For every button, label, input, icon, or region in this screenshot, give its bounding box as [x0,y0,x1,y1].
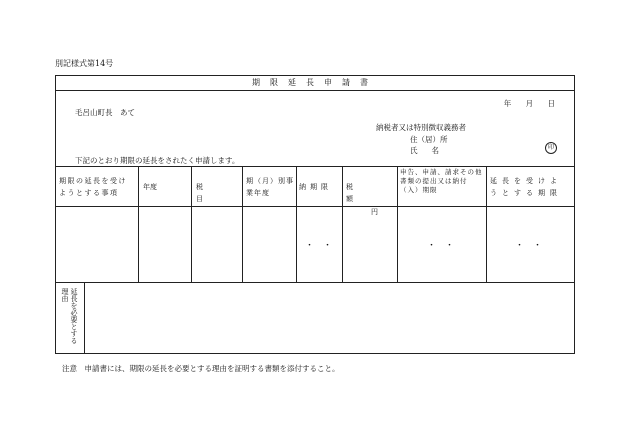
table-top-line [55,166,575,167]
header-tax: 税目 [196,183,229,203]
col-divider-1 [138,166,139,282]
payer-label: 納税者又は特別徴収義務者 [376,123,466,132]
header-filing: 申告、申請、請求その他書類の提出又は納付（入）期限 [400,168,483,194]
header-year: 年度 [143,183,157,191]
col-divider-5 [342,166,343,282]
col-divider-6 [397,166,398,282]
due-date-dots: ・ ・ [305,241,333,251]
filing-date-dots: ・ ・ [427,241,455,251]
col-divider-7 [486,166,487,282]
addressee: 毛呂山町長 あて [75,108,135,117]
table-body-bottom-line [55,282,575,283]
header-due: 納期限 [299,183,332,191]
table-header-bottom-line [55,206,575,207]
date-line: 年 月 日 [503,99,555,108]
extended-date-dots: ・ ・ [515,241,543,251]
header-extend-subject: 期限の延長を受けようとする事項 [59,177,127,197]
address-label: 住（居）所 [410,135,448,144]
form-number-label: 別記様式第14号 [55,59,114,68]
header-amount: 税額 [346,183,377,203]
header-period: 期（月）別事業年度 [246,177,294,197]
form-title: 期限延長申請書 [55,75,575,91]
name-label: 氏名 [410,146,453,155]
seal-mark: 印 [545,142,557,154]
col-divider-3 [242,166,243,282]
col-divider-4 [296,166,297,282]
note-text: 注意 申請書には、期限の延長を必要とする理由を証明する書類を添付すること。 [62,364,340,373]
reason-label: 延長を必要とする理由 [61,288,78,344]
header-extended: 延長を受けようとする期限 [490,177,562,197]
request-text: 下記のとおり期限の延長をされたく申請します。 [75,156,240,165]
col-divider-2 [191,166,192,282]
reason-divider [84,282,85,354]
yen-unit: 円 [371,208,378,216]
